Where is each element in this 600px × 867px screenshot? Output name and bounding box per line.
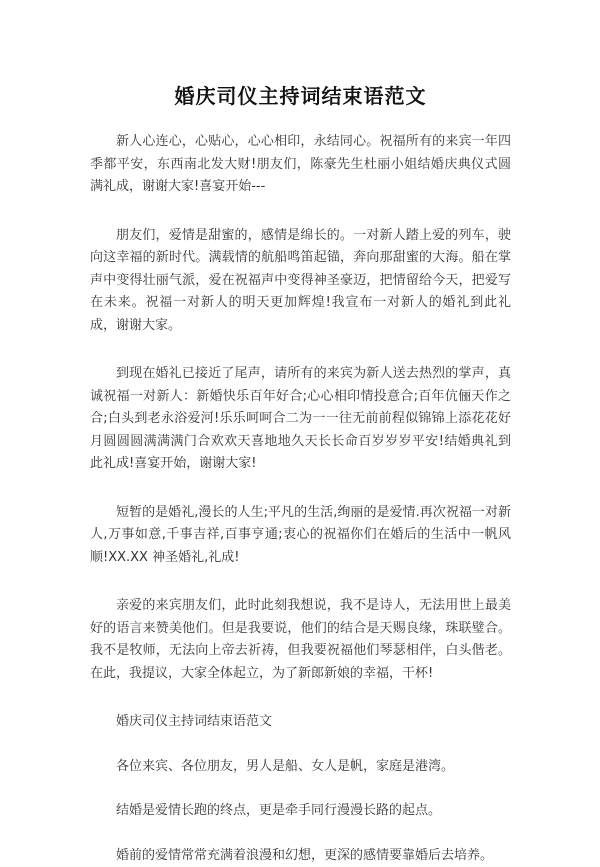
paragraph-3: 到现在婚礼已接近了尾声，请所有的来宾为新人送去热烈的掌声，真诚祝福一对新人：新婚快乐百年好合;心心相印情投意合;百年伉俪天作之合;白头到老永浴爱河!乐乐呵呵合二为一一往无前前程似锦锦上添花花好月圆圆圆满满满门合欢欢天喜地地久天长长命百岁岁岁平安!结婚典礼到此礼成!喜宴开始，谢谢大家!	[90, 363, 511, 476]
section-subheading: 婚庆司仪主持词结束语范文	[90, 711, 511, 734]
paragraph-2: 朋友们，爱情是甜蜜的，感情是绵长的。一对新人踏上爱的列车，驶向这幸福的新时代。满载情的航船鸣笛起锚，奔向那甜蜜的大海。船在掌声中变得壮丽气派，爱在祝福声中变得神圣豪迈，把情留给今天，把爱写在未来。祝福一对新人的明天更加辉煌!我宣布一对新人的婚礼到此礼成，谢谢大家。	[90, 225, 511, 338]
paragraph-4: 短暂的是婚礼,漫长的人生;平凡的生活,绚丽的是爱情.再次祝福一对新人,万事如意,千事吉祥,百事亨通;衷心的祝福你们在婚后的生活中一帆风顺!XX.XX 神圣婚礼,礼成!	[90, 502, 511, 570]
closing-line-1: 各位来宾、各位朋友，男人是船、女人是帆，家庭是港湾。	[90, 756, 511, 779]
paragraph-1: 新人心连心，心贴心，心心相印，永结同心。祝福所有的来宾一年四季都平安，东西南北发大财!朋友们，陈豪先生杜丽小姐结婚庆典仪式圆满礼成，谢谢大家!喜宴开始---	[90, 131, 511, 199]
paragraph-5: 亲爱的来宾朋友们，此时此刻我想说，我不是诗人，无法用世上最美好的语言来赞美他们。但是我要说，他们的结合是天赐良缘，珠联璧合。我不是牧师，无法向上帝去祈祷，但我要祝福他们琴瑟相伴，白头偕老。在此，我提议，大家全体起立，为了新郎新娘的幸福，干杯!	[90, 595, 511, 685]
closing-line-3: 婚前的爱情常常充满着浪漫和幻想，更深的感情要靠婚后去培养。	[90, 845, 511, 867]
document-title: 婚庆司仪主持词结束语范文	[90, 80, 511, 109]
closing-line-2: 结婚是爱情长跑的终点，更是牵手同行漫漫长路的起点。	[90, 800, 511, 823]
